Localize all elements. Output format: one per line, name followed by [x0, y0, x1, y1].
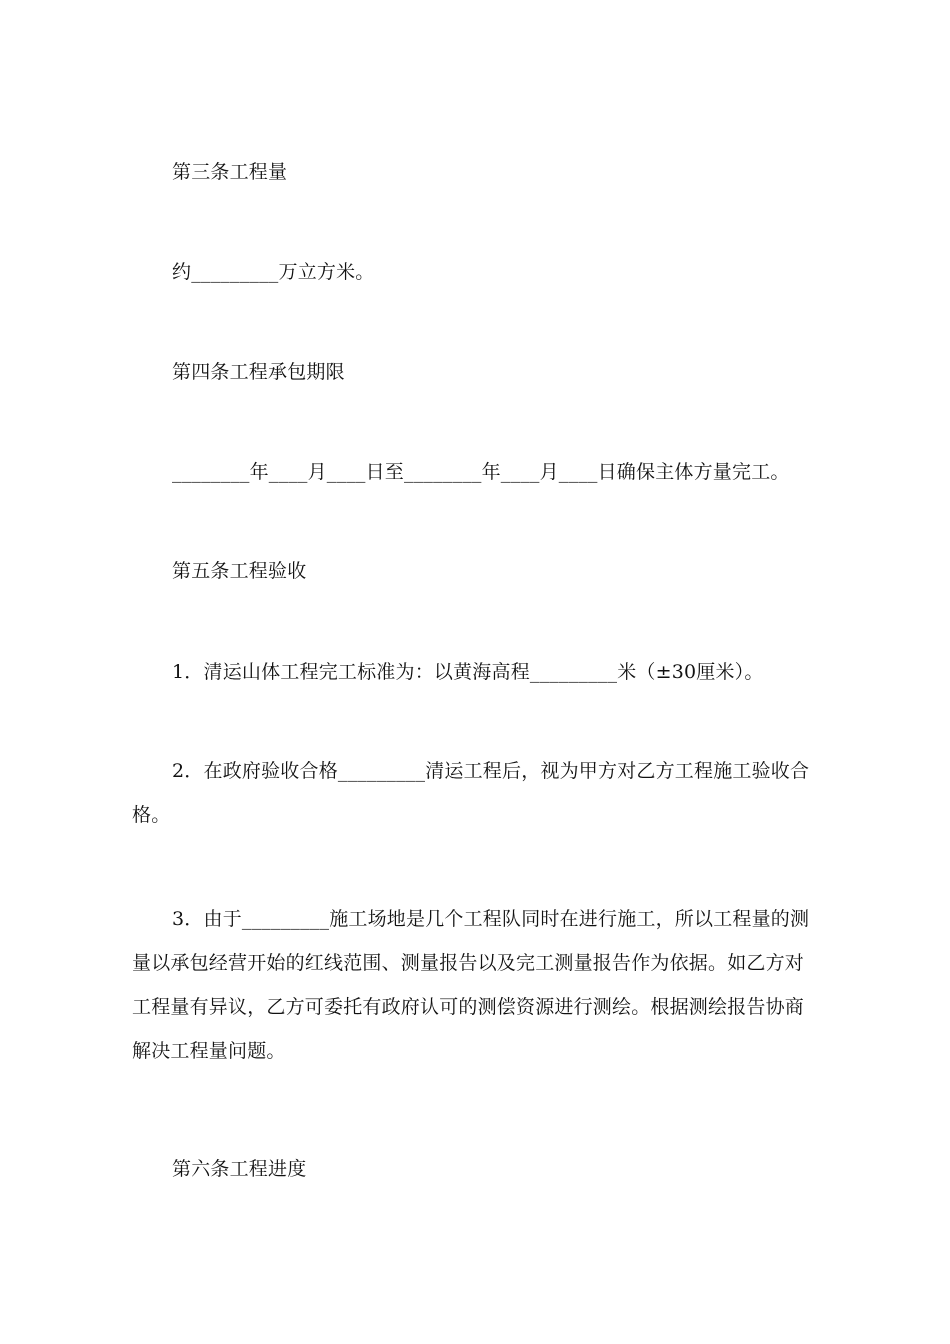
article-4-heading: 第四条工程承包期限: [172, 361, 345, 383]
article-5-item-3: 3．由于_________施工场地是几个工程队同时在进行施工，所以工程量的测量以承包经营开始的红线范围、测量报告以及完工测量报告作为依据。如乙方对工程量有异议，乙方可委托有政府认可的测偿资源进行测绘。根据测绘报告协商解决工程量问题。: [132, 908, 810, 1062]
article-5-heading: 第五条工程验收: [172, 560, 307, 582]
article-3-heading: 第三条工程量: [172, 161, 288, 183]
article-5-item-2: 2．在政府验收合格_________清运工程后，视为甲方对乙方工程施工验收合格。: [132, 760, 810, 826]
article-3-volume-text: 约_________万立方米。: [172, 261, 375, 283]
article-4-period-text: ________年____月____日至________年____月____日确保主体方量完工。: [172, 461, 790, 483]
article-5-item-1: 1．清运山体工程完工标准为：以黄海高程_________米（±30厘米）。: [172, 661, 764, 683]
article-6-heading: 第六条工程进度: [172, 1158, 307, 1180]
